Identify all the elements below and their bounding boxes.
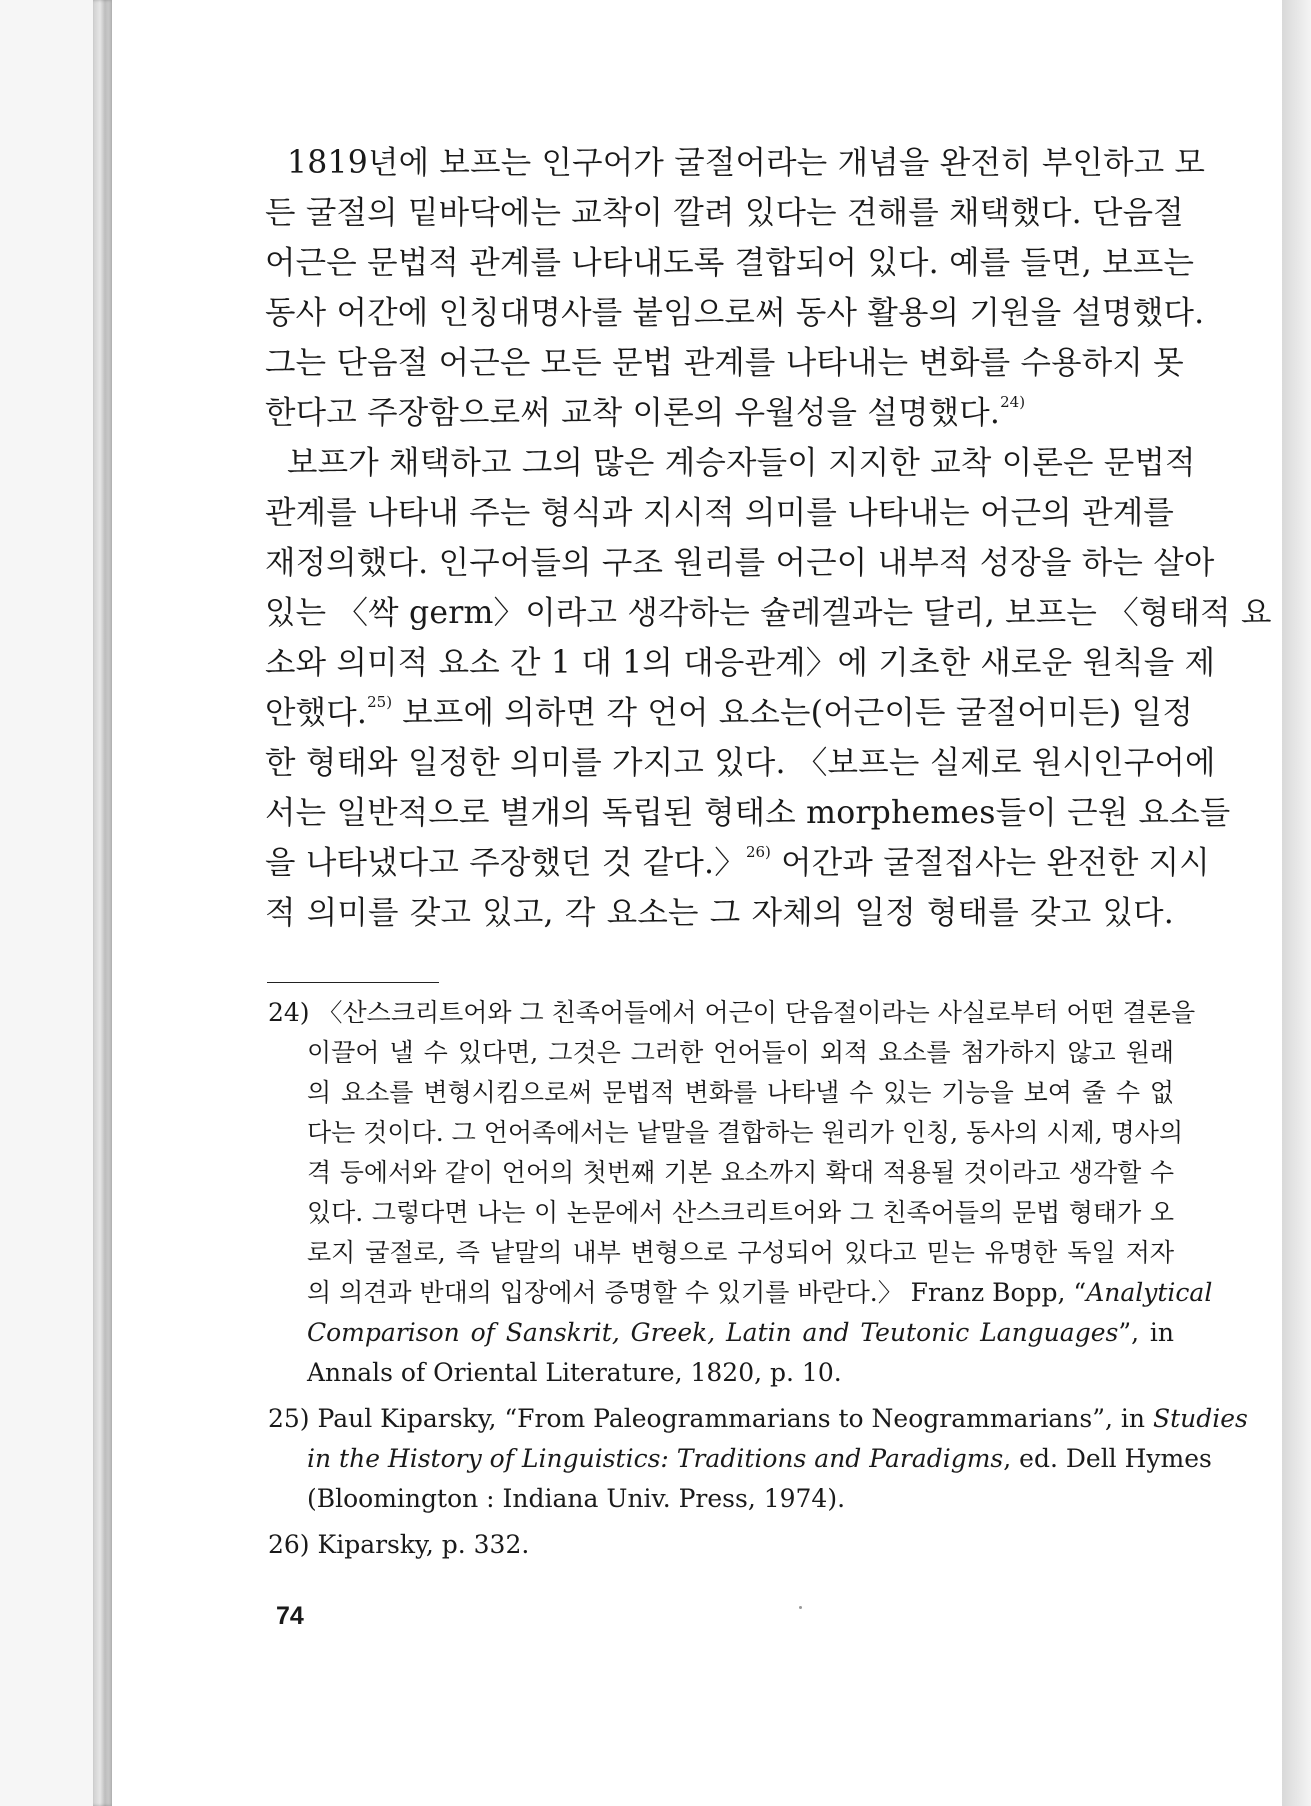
footnote-ref-26: 26) xyxy=(745,843,771,861)
paragraph-2-line-4: 있는 〈싹 germ〉이라고 생각하는 슐레겔과는 달리, 보프는 〈형태적 요 xyxy=(265,595,1272,631)
paragraph-2-line-3: 재정의했다. 인구어들의 구조 원리를 어근이 내부적 성장을 하는 살아 xyxy=(265,545,1215,581)
footnote-25-line-1 xyxy=(268,1399,1248,1439)
footnote-24-line-10: Annals of Oriental Literature, 1820, p. 10. xyxy=(307,1358,842,1387)
paragraph-1-line-1: 1819년에 보프는 인구어가 굴절어라는 개념을 완전히 부인하고 모 xyxy=(287,145,1206,181)
footnote-25-line-2-end: , ed. Dell Hymes xyxy=(1003,1444,1212,1473)
footnote-25-line-3: (Bloomington : Indiana Univ. Press, 1974). xyxy=(307,1484,846,1513)
paragraph-2-line-6-end: 보프에 의하면 각 언어 요소는(어근이든 굴절어미든) 일정 xyxy=(392,695,1194,731)
paragraph-2-line-6 xyxy=(265,688,1194,738)
paragraph-2-line-8: 서는 일반적으로 별개의 독립된 형태소 morphemes들이 근원 요소들 xyxy=(265,795,1231,831)
paragraph-2-line-9 xyxy=(265,838,1210,888)
paragraph-1-line-3: 어근은 문법적 관계를 나타내도록 결합되어 있다. 예를 들면, 보프는 xyxy=(265,245,1195,281)
footnote-24-line-7: 로지 굴절로, 즉 낱말의 내부 변형으로 구성되어 있다고 믿는 유명한 독일 저자 xyxy=(307,1238,1174,1267)
footnote-24-line-3: 의 요소를 변형시킴으로써 문법적 변화를 나타낼 수 있는 기능을 보여 줄 수 없 xyxy=(307,1078,1174,1107)
paragraph-2-line-2: 관계를 나타내 주는 형식과 지시적 의미를 나타내는 어근의 관계를 xyxy=(265,495,1174,531)
footnote-26-text: Kiparsky, p. 332. xyxy=(309,1530,530,1559)
footnote-26-line-1 xyxy=(268,1525,1174,1565)
footnote-24-number: 24) xyxy=(268,998,310,1027)
footnote-ref-25: 25) xyxy=(367,693,393,711)
footnote-25-title-part-2: in the History of Linguistics: Traditions and Paradigms xyxy=(307,1444,1004,1473)
footnote-24-line-1 xyxy=(268,993,1196,1033)
footnote-ref-24: 24) xyxy=(1000,393,1026,411)
footnote-26 xyxy=(268,1525,1174,1565)
footnote-24-line-6: 있다. 그렇다면 나는 이 논문에서 산스크리트어와 그 친족어들의 문법 형태가 오 xyxy=(307,1198,1174,1227)
footnote-25-line-1-text: Paul Kiparsky, “From Paleogrammarians to Neogrammarians”, in xyxy=(309,1404,1153,1433)
main-text xyxy=(265,138,1272,938)
footnote-25 xyxy=(268,1399,1248,1519)
paragraph-2-line-1: 보프가 채택하고 그의 많은 계승자들이 지지한 교착 이론은 문법적 xyxy=(287,445,1196,481)
footnote-divider xyxy=(267,982,439,983)
footnote-24-line-1-text: 〈산스크리트어와 그 친족어들에서 어근이 단음절이라는 사실로부터 어떤 결론을 xyxy=(309,998,1196,1027)
paragraph-2-line-7: 한 형태와 일정한 의미를 가지고 있다. 〈보프는 실제로 원시인구어에 xyxy=(265,745,1216,781)
paragraph-1-line-6 xyxy=(265,388,1174,438)
footnote-25-number: 25) xyxy=(268,1404,310,1433)
footnote-24-line-9 xyxy=(268,1313,1174,1353)
paragraph-2-line-9-end: 어간과 굴절접사는 완전한 지시 xyxy=(770,845,1210,881)
footnote-24-line-8 xyxy=(268,1273,1213,1313)
paragraph-2-line-6-start: 안했다. xyxy=(265,695,368,731)
paragraph-2-line-9-start: 을 나타냈다고 주장했던 것 같다.〉 xyxy=(265,845,746,881)
footnote-25-title-part-1: Studies xyxy=(1152,1404,1248,1433)
paragraph-1-line-5: 그는 단음절 어근은 모든 문법 관계를 나타내는 변화를 수용하지 못 xyxy=(265,345,1184,381)
footnote-24 xyxy=(268,993,1213,1393)
footnote-24-line-2: 이끌어 낼 수 있다면, 그것은 그러한 언어들이 외적 요소를 첨가하지 않고 원래 xyxy=(307,1038,1174,1067)
paragraph-1-line-6-text: 한다고 주장함으로써 교착 이론의 우월성을 설명했다. xyxy=(265,395,1001,431)
scan-speck xyxy=(799,1606,802,1609)
footnote-26-number: 26) xyxy=(268,1530,310,1559)
footnote-24-title-part-2: Comparison of Sanskrit, Greek, Latin and Teutonic Languages xyxy=(307,1318,1119,1347)
paragraph-2-line-5: 소와 의미적 요소 간 1 대 1의 대응관계〉에 기초한 새로운 원칙을 제 xyxy=(265,645,1216,681)
paragraph-2-line-10: 적 의미를 갖고 있고, 각 요소는 그 자체의 일정 형태를 갖고 있다. xyxy=(265,895,1174,931)
footnote-24-line-4: 다는 것이다. 그 언어족에서는 낱말을 결합하는 원리가 인칭, 동사의 시제, 명사의 xyxy=(307,1118,1184,1147)
paragraph-1-line-2: 든 굴절의 밑바닥에는 교착이 깔려 있다는 견해를 채택했다. 단음절 xyxy=(265,195,1184,231)
footnote-24-line-9-end: ”, in xyxy=(1118,1318,1174,1347)
footnotes xyxy=(268,993,1248,1571)
footnote-24-line-5: 격 등에서와 같이 언어의 첫번째 기본 요소까지 확대 적용될 것이라고 생각할 수 xyxy=(307,1158,1174,1187)
paragraph-1-line-4: 동사 어간에 인칭대명사를 붙임으로써 동사 활용의 기원을 설명했다. xyxy=(265,295,1205,331)
page-right-shadow xyxy=(1282,0,1311,1806)
page-number: 74 xyxy=(276,1602,304,1630)
footnote-24-line-8-text: 의 의견과 반대의 입장에서 증명할 수 있기를 바란다.〉 Franz Bopp, “ xyxy=(307,1278,1087,1307)
footnote-25-line-2 xyxy=(268,1439,1212,1479)
book-spine-edge xyxy=(93,0,113,1806)
footnote-24-title-part-1: Analytical xyxy=(1086,1278,1213,1307)
